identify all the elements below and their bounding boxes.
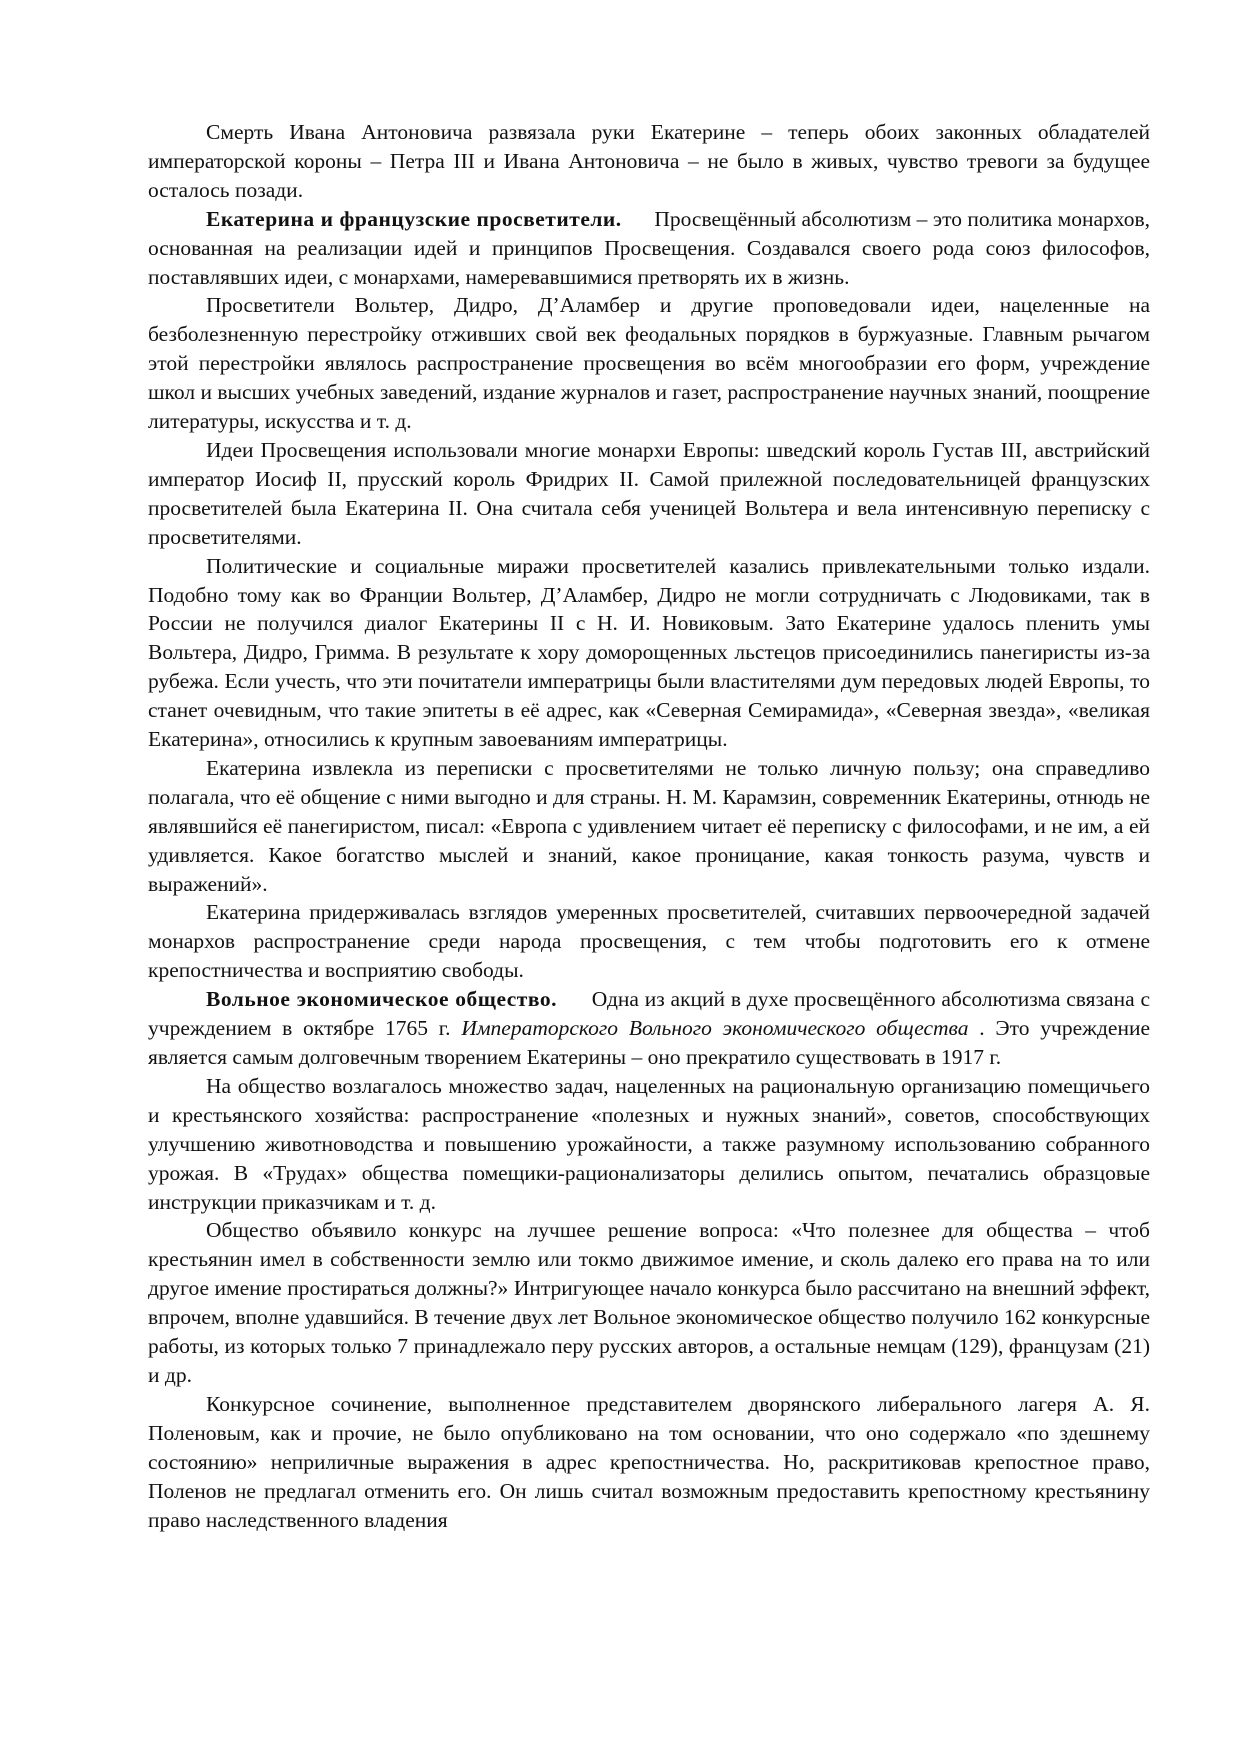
document-page: [148, 118, 1150, 1534]
paragraph-text: Смерть Ивана Антоновича развязала руки Екатерине – теперь обоих законных обладателей императорской короны – Петра III и Ивана Антоновича – не было в живых, чувство тревоги за будущее осталось позади.: [148, 120, 1150, 202]
paragraph-society-tasks: [148, 1072, 1150, 1217]
paragraph-text: Одна из акций в духе просвещённого абсолютизма связана с учреждением в октябре 1765 г.: [148, 987, 1150, 1041]
paragraph-text: На общество возлагалось множество задач, нацеленных на рациональную организацию помещичьего и крестьянского хозяйства: распространение «полезных и нужных знаний», советов, способствующих улучшению животноводства и повышению урожайности, а также разумному использованию собранного урожая. В «Трудах» общества помещики-рационализаторы делились опытом, печатались образцовые инструкции приказчикам и т. д.: [148, 1073, 1150, 1214]
paragraph-text: Екатерина придерживалась взглядов умеренных просветителей, считавших первоочередной задачей монархов распространение среди народа просвещения, с тем чтобы подготовить его к отмене крепостничества и восприятию свободы.: [148, 900, 1150, 983]
paragraph-text: Общество объявило конкурс на лучшее решение вопроса: «Что полезнее для общества – чтоб крестьянин имел в собственности землю или токмо движимое имение, и сколь далеко его права на то или другое имение простираться должны?» Интригующее начало конкурса было рассчитано на внешний эффект, впрочем, вполне удавшийся. В течение двух лет Вольное экономическое общество получило 162 конкурсные работы, из которых только 7 принадлежало перу русских авторов, а остальные немцам (129), французам (21) и др.: [148, 1218, 1150, 1387]
paragraph-moderate-enlighteners: [148, 898, 1150, 985]
paragraph-text: Идеи Просвещения использовали многие монархи Европы: шведский король Густав III, австрийский император Иосиф II, прусский король Фридрих II. Самой прилежной последовательницей французских просветителей была Екатерина II. Она считала себя ученицей Вольтера и вела интенсивную переписку с просветителями.: [148, 437, 1150, 549]
paragraph-text: Конкурсное сочинение, выполненное представителем дворянского либерального лагеря А. Я. Поленовым, как и прочие, не было опубликовано на том основании, что оно содержало «по здешнему состоянию» неприличные выражения в адрес крепостничества. Но, раскритиковав крепостное право, Поленов не предлагал отменить его. Он лишь считал возможным предоставить крепостному крестьянину право наследственного владения: [148, 1391, 1150, 1532]
paragraph-enlighteners-intro: [148, 205, 1150, 292]
paragraph-correspondence: [148, 754, 1150, 899]
paragraph-political-mirages: [148, 552, 1150, 754]
paragraph-text: Просветители Вольтер, Дидро, Д’Аламбер и другие проповедовали идеи, нацеленные на безболезненную перестройку отживших свой век феодальных порядков в буржуазные. Главным рычагом этой перестройки являлось распространение просвещения во всём многообразии его форм, учреждение школ и высших учебных заведений, издание журналов и газет, распространение научных знаний, поощрение литературы, искусства и т. д.: [148, 293, 1150, 434]
paragraph-free-economic-society: [148, 985, 1150, 1072]
paragraph-text: Политические и социальные миражи просветителей казались привлекательными только издали. Подобно тому как во Франции Вольтер, Д’Аламбер, Дидро не могли сотрудничать с Людовиками, так в России не получился диалог Екатерины II с Н. И. Новиковым. Зато Екатерине удалось пленить умы Вольтера, Дидро, Гримма. В результате к хору доморощенных льстецов присоединились панегиристы из-за рубежа. Если учесть, что эти почитатели императрицы были властителями дум передовых людей Европы, то станет очевидным, что такие эпитеты в её адрес, как «Северная Семирамида», «Северная звезда», «великая Екатерина», относились к крупным завоеваниям императрицы.: [148, 553, 1150, 752]
section-heading-enlighteners: Екатерина и французские просветители.: [206, 206, 622, 231]
paragraph-text: Просвещённый абсолютизм – это политика монархов, основанная на реализации идей и принципов Просвещения. Создавался своего рода союз философов, поставлявших идеи, с монархами, намеревавшимися претворять их в жизнь.: [148, 206, 1150, 289]
society-name-italic: Императорского Вольного экономического общества: [461, 1016, 969, 1041]
paragraph-polenov: [148, 1390, 1150, 1535]
paragraph-european-monarchs: [148, 436, 1150, 552]
paragraph-text: Екатерина извлекла из переписки с просветителями не только личную пользу; она справедливо полагала, что её общение с ними выгодно и для страны. Н. М. Карамзин, современник Екатерины, отнюдь не являвшийся её панегиристом, писал: «Европа с удивлением читает её переписку с философами, и не им, а ей удивляется. Какое богатство мыслей и знаний, какое проницание, какая тонкость разума, чувств и выражений».: [148, 755, 1150, 896]
section-heading-free-economic-society: Вольное экономическое общество.: [206, 987, 557, 1012]
paragraph-contest: [148, 1216, 1150, 1389]
paragraph-text-after: . Это учреждение является самым долговечным творением Екатерины – оно прекратило существовать в 1917 г.: [148, 1016, 1150, 1069]
paragraph-voltaire-diderot: [148, 291, 1150, 436]
paragraph-ivan-antonovich: [148, 118, 1150, 205]
